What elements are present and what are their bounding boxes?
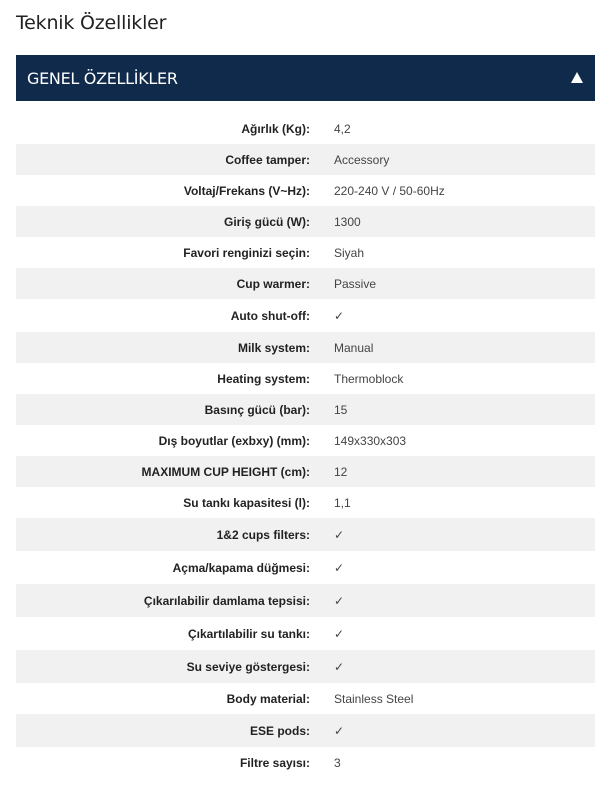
spec-value: 149x330x303 [334,433,407,448]
spec-value: Passive [334,276,377,291]
table-row [16,584,595,617]
spec-label: Favori renginizi seçin: [183,245,310,260]
spec-label: Dış boyutlar (exbxy) (mm): [158,433,310,448]
checkmark-icon: ✓ [334,593,345,608]
spec-label: Basınç gücü (bar): [204,402,310,417]
spec-value: 4,2 [334,121,351,136]
checkmark-icon: ✓ [334,308,345,323]
table-row [16,456,595,487]
table-row [16,299,595,332]
table-row [16,237,595,268]
spec-label: Giriş gücü (W): [224,214,310,229]
section-header-genel-ozellikler[interactable] [16,55,595,101]
spec-label: ESE pods: [249,723,310,738]
spec-value: Thermoblock [334,371,404,386]
spec-value: Manual [334,340,374,355]
checkmark-icon: ✓ [334,560,345,575]
spec-label: MAXIMUM CUP HEIGHT (cm): [141,464,310,479]
table-row [16,206,595,237]
table-row [16,394,595,425]
checkmark-icon: ✓ [334,659,345,674]
spec-value: 3 [334,755,341,770]
table-row [16,113,595,144]
spec-table [16,113,595,778]
spec-value: Stainless Steel [334,691,414,706]
table-row [16,518,595,551]
spec-label: Milk system: [237,340,310,355]
spec-label: Çıkarılabilir damlama tepsisi: [143,593,310,608]
table-row [16,747,595,778]
spec-value: 12 [334,464,348,479]
spec-value: Siyah [334,245,365,260]
spec-label: Çıkartılabilir su tankı: [187,626,310,641]
table-row [16,617,595,650]
spec-value: Accessory [334,152,390,167]
spec-label: Body material: [226,691,310,706]
spec-label: Coffee tamper: [225,152,310,167]
spec-value: 1,1 [334,495,351,510]
spec-value: 220-240 V / 50-60Hz [334,183,445,198]
checkmark-icon: ✓ [334,527,345,542]
table-row [16,487,595,518]
table-row [16,175,595,206]
table-row [16,332,595,363]
checkmark-icon: ✓ [334,723,345,738]
spec-label: Filtre sayısı: [239,755,310,770]
table-row [16,363,595,394]
spec-value: 1300 [334,214,361,229]
spec-label: Su seviye göstergesi: [186,659,310,674]
spec-label: Heating system: [217,371,310,386]
table-row [16,551,595,584]
table-row [16,425,595,456]
page-title: Teknik Özellikler [16,12,167,34]
table-row [16,268,595,299]
table-row [16,683,595,714]
spec-label: Auto shut-off: [230,308,310,323]
table-row [16,714,595,747]
section-title: GENEL ÖZELLİKLER [27,68,178,88]
spec-label: Su tankı kapasitesi (l): [183,495,310,510]
triangle-up-icon[interactable] [571,72,583,83]
spec-label: Voltaj/Frekans (V~Hz): [183,183,310,198]
table-row [16,144,595,175]
spec-label: 1&2 cups filters: [216,527,310,542]
table-row [16,650,595,683]
spec-value: 15 [334,402,348,417]
spec-label: Açma/kapama düğmesi: [172,560,310,575]
checkmark-icon: ✓ [334,626,345,641]
spec-label: Ağırlık (Kg): [241,121,310,136]
spec-label: Cup warmer: [236,276,310,291]
